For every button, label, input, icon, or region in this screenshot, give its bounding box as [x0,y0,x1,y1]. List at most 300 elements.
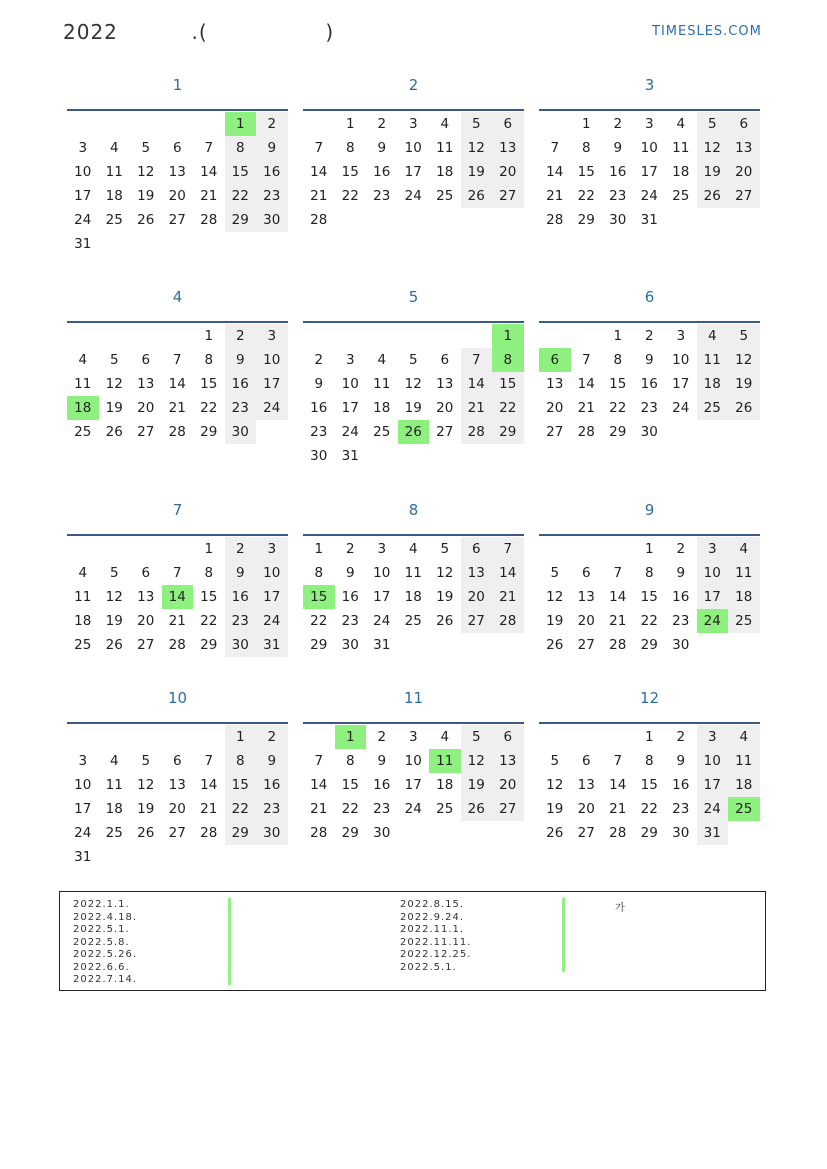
day-cell[interactable]: 1 [335,725,367,749]
day-cell[interactable]: 23 [609,188,627,204]
day-cell[interactable]: 4 [440,729,450,745]
day-cell[interactable]: 3 [345,352,355,368]
day-cell[interactable]: 18 [67,396,99,420]
day-cell[interactable]: 15 [341,164,359,180]
day-cell[interactable]: 7 [613,565,623,581]
day-cell[interactable]: 26 [436,613,454,629]
day-cell[interactable]: 19 [404,400,422,416]
day-cell[interactable]: 11 [74,589,92,605]
day-cell[interactable]: 28 [609,825,627,841]
day-cell[interactable]: 12 [697,136,729,160]
day-cell[interactable]: 8 [225,136,257,160]
day-cell[interactable]: 1 [581,116,591,132]
day-cell[interactable]: 23 [256,184,288,208]
day-cell[interactable]: 7 [172,352,182,368]
day-cell[interactable]: 17 [640,164,658,180]
day-cell[interactable]: 11 [105,777,123,793]
day-cell[interactable]: 15 [609,376,627,392]
day-cell[interactable]: 16 [672,589,690,605]
day-cell[interactable]: 14 [609,589,627,605]
day-cell[interactable]: 26 [546,825,564,841]
day-cell[interactable]: 18 [728,773,760,797]
day-cell[interactable]: 12 [404,376,422,392]
day-cell[interactable]: 18 [436,164,454,180]
day-cell[interactable]: 31 [74,236,92,252]
day-cell[interactable]: 1 [225,725,257,749]
day-cell[interactable]: 23 [373,801,391,817]
day-cell[interactable]: 10 [697,749,729,773]
day-cell[interactable]: 26 [461,797,493,821]
day-cell[interactable]: 2 [377,116,387,132]
day-cell[interactable]: 12 [461,136,493,160]
day-cell[interactable]: 17 [404,164,422,180]
day-cell[interactable]: 28 [200,212,218,228]
day-cell[interactable]: 31 [256,633,288,657]
day-cell[interactable]: 24 [74,212,92,228]
day-cell[interactable]: 20 [168,801,186,817]
day-cell[interactable]: 17 [74,801,92,817]
day-cell[interactable]: 5 [728,324,760,348]
day-cell[interactable]: 28 [310,212,328,228]
day-cell[interactable]: 6 [141,352,151,368]
day-cell[interactable]: 4 [377,352,387,368]
day-cell[interactable]: 27 [461,609,493,633]
day-cell[interactable]: 18 [105,801,123,817]
day-cell[interactable]: 16 [256,160,288,184]
day-cell[interactable]: 24 [341,424,359,440]
day-cell[interactable]: 31 [697,821,729,845]
day-cell[interactable]: 13 [577,589,595,605]
day-cell[interactable]: 15 [341,777,359,793]
day-cell[interactable]: 20 [577,613,595,629]
day-cell[interactable]: 16 [225,585,257,609]
day-cell[interactable]: 6 [461,537,493,561]
day-cell[interactable]: 21 [310,801,328,817]
day-cell[interactable]: 15 [577,164,595,180]
day-cell[interactable]: 23 [225,609,257,633]
day-cell[interactable]: 25 [74,424,92,440]
day-cell[interactable]: 10 [256,348,288,372]
day-cell[interactable]: 1 [492,324,524,348]
day-cell[interactable]: 9 [256,136,288,160]
day-cell[interactable]: 21 [310,188,328,204]
day-cell[interactable]: 15 [200,376,218,392]
day-cell[interactable]: 2 [256,112,288,136]
day-cell[interactable]: 11 [105,164,123,180]
day-cell[interactable]: 11 [672,140,690,156]
day-cell[interactable]: 7 [204,753,214,769]
day-cell[interactable]: 25 [697,396,729,420]
day-cell[interactable]: 23 [672,613,690,629]
day-cell[interactable]: 23 [310,424,328,440]
day-cell[interactable]: 13 [546,376,564,392]
day-cell[interactable]: 8 [644,565,654,581]
day-cell[interactable]: 12 [137,164,155,180]
day-cell[interactable]: 18 [74,613,92,629]
day-cell[interactable]: 3 [408,116,418,132]
day-cell[interactable]: 18 [373,400,391,416]
day-cell[interactable]: 18 [404,589,422,605]
day-cell[interactable]: 5 [440,541,450,557]
day-cell[interactable]: 1 [314,541,324,557]
day-cell[interactable]: 14 [461,372,493,396]
day-cell[interactable]: 22 [341,188,359,204]
day-cell[interactable]: 15 [303,585,335,609]
day-cell[interactable]: 27 [137,637,155,653]
day-cell[interactable]: 31 [74,849,92,865]
day-cell[interactable]: 30 [609,212,627,228]
day-cell[interactable]: 18 [105,188,123,204]
day-cell[interactable]: 9 [613,140,623,156]
day-cell[interactable]: 18 [672,164,690,180]
day-cell[interactable]: 20 [168,188,186,204]
day-cell[interactable]: 4 [109,753,119,769]
day-cell[interactable]: 16 [373,164,391,180]
day-cell[interactable]: 28 [168,637,186,653]
day-cell[interactable]: 14 [162,585,194,609]
day-cell[interactable]: 25 [404,613,422,629]
day-cell[interactable]: 28 [168,424,186,440]
day-cell[interactable]: 3 [377,541,387,557]
day-cell[interactable]: 5 [461,725,493,749]
day-cell[interactable]: 15 [640,777,658,793]
day-cell[interactable]: 4 [697,324,729,348]
day-cell[interactable]: 25 [728,797,760,821]
day-cell[interactable]: 21 [461,396,493,420]
day-cell[interactable]: 7 [461,348,493,372]
day-cell[interactable]: 21 [577,400,595,416]
day-cell[interactable]: 22 [492,396,524,420]
day-cell[interactable]: 28 [546,212,564,228]
day-cell[interactable]: 6 [492,112,524,136]
day-cell[interactable]: 11 [436,140,454,156]
day-cell[interactable]: 25 [436,801,454,817]
day-cell[interactable]: 12 [137,777,155,793]
day-cell[interactable]: 21 [609,613,627,629]
day-cell[interactable]: 27 [168,212,186,228]
day-cell[interactable]: 28 [461,420,493,444]
day-cell[interactable]: 12 [546,777,564,793]
day-cell[interactable]: 6 [728,112,760,136]
day-cell[interactable]: 9 [377,753,387,769]
day-cell[interactable]: 20 [546,400,564,416]
day-cell[interactable]: 30 [672,825,690,841]
day-cell[interactable]: 13 [577,777,595,793]
day-cell[interactable]: 23 [341,613,359,629]
day-cell[interactable]: 7 [492,537,524,561]
day-cell[interactable]: 24 [697,609,729,633]
day-cell[interactable]: 17 [404,777,422,793]
day-cell[interactable]: 26 [728,396,760,420]
day-cell[interactable]: 29 [200,637,218,653]
day-cell[interactable]: 29 [200,424,218,440]
day-cell[interactable]: 18 [436,777,454,793]
day-cell[interactable]: 22 [200,400,218,416]
day-cell[interactable]: 19 [728,372,760,396]
day-cell[interactable]: 9 [676,753,686,769]
day-cell[interactable]: 29 [225,821,257,845]
day-cell[interactable]: 8 [613,352,623,368]
day-cell[interactable]: 19 [105,400,123,416]
day-cell[interactable]: 22 [609,400,627,416]
day-cell[interactable]: 27 [728,184,760,208]
day-cell[interactable]: 14 [609,777,627,793]
day-cell[interactable]: 30 [341,637,359,653]
day-cell[interactable]: 19 [105,613,123,629]
day-cell[interactable]: 1 [613,328,623,344]
day-cell[interactable]: 5 [109,565,119,581]
day-cell[interactable]: 24 [256,396,288,420]
day-cell[interactable]: 29 [341,825,359,841]
day-cell[interactable]: 25 [105,212,123,228]
day-cell[interactable]: 13 [436,376,454,392]
day-cell[interactable]: 11 [404,565,422,581]
day-cell[interactable]: 15 [640,589,658,605]
day-cell[interactable]: 30 [256,208,288,232]
day-cell[interactable]: 26 [105,637,123,653]
day-cell[interactable]: 13 [137,376,155,392]
day-cell[interactable]: 6 [581,565,591,581]
day-cell[interactable]: 4 [728,537,760,561]
day-cell[interactable]: 10 [672,352,690,368]
day-cell[interactable]: 24 [74,825,92,841]
day-cell[interactable]: 28 [577,424,595,440]
day-cell[interactable]: 20 [137,400,155,416]
day-cell[interactable]: 24 [672,400,690,416]
day-cell[interactable]: 30 [373,825,391,841]
day-cell[interactable]: 30 [225,633,257,657]
day-cell[interactable]: 4 [728,725,760,749]
day-cell[interactable]: 2 [225,324,257,348]
day-cell[interactable]: 26 [137,212,155,228]
day-cell[interactable]: 2 [676,729,686,745]
day-cell[interactable]: 1 [345,116,355,132]
day-cell[interactable]: 19 [137,188,155,204]
day-cell[interactable]: 10 [404,753,422,769]
day-cell[interactable]: 24 [373,613,391,629]
day-cell[interactable]: 9 [256,749,288,773]
day-cell[interactable]: 15 [200,589,218,605]
day-cell[interactable]: 25 [436,188,454,204]
day-cell[interactable]: 23 [225,396,257,420]
day-cell[interactable]: 21 [546,188,564,204]
day-cell[interactable]: 12 [436,565,454,581]
day-cell[interactable]: 28 [310,825,328,841]
day-cell[interactable]: 5 [550,753,560,769]
day-cell[interactable]: 19 [436,589,454,605]
day-cell[interactable]: 10 [341,376,359,392]
day-cell[interactable]: 19 [461,773,493,797]
day-cell[interactable]: 7 [204,140,214,156]
day-cell[interactable]: 8 [492,348,524,372]
day-cell[interactable]: 18 [697,372,729,396]
day-cell[interactable]: 8 [204,565,214,581]
day-cell[interactable]: 24 [256,609,288,633]
day-cell[interactable]: 18 [728,585,760,609]
day-cell[interactable]: 17 [697,585,729,609]
day-cell[interactable]: 4 [78,565,88,581]
day-cell[interactable]: 9 [225,348,257,372]
day-cell[interactable]: 7 [581,352,591,368]
day-cell[interactable]: 23 [256,797,288,821]
day-cell[interactable]: 8 [204,352,214,368]
day-cell[interactable]: 13 [728,136,760,160]
day-cell[interactable]: 26 [697,184,729,208]
day-cell[interactable]: 2 [377,729,387,745]
day-cell[interactable]: 13 [492,749,524,773]
day-cell[interactable]: 3 [676,328,686,344]
day-cell[interactable]: 11 [728,561,760,585]
day-cell[interactable]: 20 [492,773,524,797]
day-cell[interactable]: 10 [697,561,729,585]
day-cell[interactable]: 10 [256,561,288,585]
day-cell[interactable]: 1 [644,729,654,745]
day-cell[interactable]: 7 [314,753,324,769]
day-cell[interactable]: 7 [550,140,560,156]
day-cell[interactable]: 16 [672,777,690,793]
day-cell[interactable]: 9 [345,565,355,581]
day-cell[interactable]: 26 [398,420,430,444]
day-cell[interactable]: 25 [672,188,690,204]
day-cell[interactable]: 9 [314,376,324,392]
day-cell[interactable]: 29 [640,637,658,653]
day-cell[interactable]: 26 [461,184,493,208]
day-cell[interactable]: 10 [373,565,391,581]
day-cell[interactable]: 21 [200,188,218,204]
day-cell[interactable]: 5 [550,565,560,581]
day-cell[interactable]: 2 [644,328,654,344]
day-cell[interactable]: 10 [404,140,422,156]
day-cell[interactable]: 22 [577,188,595,204]
day-cell[interactable]: 2 [256,725,288,749]
day-cell[interactable]: 28 [492,609,524,633]
day-cell[interactable]: 20 [492,160,524,184]
day-cell[interactable]: 12 [105,376,123,392]
day-cell[interactable]: 7 [172,565,182,581]
day-cell[interactable]: 14 [546,164,564,180]
day-cell[interactable]: 14 [200,777,218,793]
day-cell[interactable]: 24 [697,797,729,821]
day-cell[interactable]: 19 [546,801,564,817]
day-cell[interactable]: 19 [546,613,564,629]
day-cell[interactable]: 1 [204,541,214,557]
day-cell[interactable]: 17 [256,372,288,396]
day-cell[interactable]: 7 [314,140,324,156]
day-cell[interactable]: 17 [256,585,288,609]
day-cell[interactable]: 3 [78,140,88,156]
day-cell[interactable]: 26 [546,637,564,653]
day-cell[interactable]: 30 [310,448,328,464]
day-cell[interactable]: 30 [225,420,257,444]
day-cell[interactable]: 11 [697,348,729,372]
day-cell[interactable]: 5 [141,753,151,769]
day-cell[interactable]: 14 [492,561,524,585]
day-cell[interactable]: 27 [492,797,524,821]
day-cell[interactable]: 27 [546,424,564,440]
day-cell[interactable]: 5 [141,140,151,156]
day-cell[interactable]: 22 [225,184,257,208]
day-cell[interactable]: 26 [137,825,155,841]
day-cell[interactable]: 29 [577,212,595,228]
day-cell[interactable]: 22 [310,613,328,629]
day-cell[interactable]: 1 [225,112,257,136]
day-cell[interactable]: 21 [200,801,218,817]
day-cell[interactable]: 3 [256,537,288,561]
day-cell[interactable]: 5 [461,112,493,136]
day-cell[interactable]: 31 [373,637,391,653]
day-cell[interactable]: 28 [609,637,627,653]
day-cell[interactable]: 20 [577,801,595,817]
day-cell[interactable]: 21 [492,585,524,609]
day-cell[interactable]: 13 [461,561,493,585]
day-cell[interactable]: 23 [672,801,690,817]
day-cell[interactable]: 29 [492,420,524,444]
day-cell[interactable]: 17 [672,376,690,392]
day-cell[interactable]: 8 [225,749,257,773]
day-cell[interactable]: 27 [168,825,186,841]
day-cell[interactable]: 8 [581,140,591,156]
day-cell[interactable]: 2 [225,537,257,561]
day-cell[interactable]: 11 [74,376,92,392]
day-cell[interactable]: 25 [105,825,123,841]
day-cell[interactable]: 11 [429,749,461,773]
day-cell[interactable]: 12 [546,589,564,605]
day-cell[interactable]: 13 [492,136,524,160]
day-cell[interactable]: 16 [256,773,288,797]
day-cell[interactable]: 21 [168,613,186,629]
day-cell[interactable]: 19 [137,801,155,817]
day-cell[interactable]: 31 [341,448,359,464]
day-cell[interactable]: 4 [109,140,119,156]
day-cell[interactable]: 4 [78,352,88,368]
day-cell[interactable]: 22 [200,613,218,629]
day-cell[interactable]: 27 [137,424,155,440]
day-cell[interactable]: 9 [225,561,257,585]
day-cell[interactable]: 24 [404,801,422,817]
day-cell[interactable]: 14 [310,164,328,180]
day-cell[interactable]: 9 [377,140,387,156]
day-cell[interactable]: 5 [109,352,119,368]
day-cell[interactable]: 29 [609,424,627,440]
day-cell[interactable]: 21 [609,801,627,817]
day-cell[interactable]: 12 [728,348,760,372]
day-cell[interactable]: 2 [613,116,623,132]
day-cell[interactable]: 16 [640,376,658,392]
day-cell[interactable]: 16 [341,589,359,605]
day-cell[interactable]: 14 [310,777,328,793]
day-cell[interactable]: 29 [225,208,257,232]
day-cell[interactable]: 22 [640,613,658,629]
day-cell[interactable]: 5 [697,112,729,136]
day-cell[interactable]: 11 [728,749,760,773]
day-cell[interactable]: 17 [373,589,391,605]
day-cell[interactable]: 13 [168,777,186,793]
day-cell[interactable]: 10 [74,777,92,793]
day-cell[interactable]: 22 [640,801,658,817]
day-cell[interactable]: 1 [644,541,654,557]
day-cell[interactable]: 6 [440,352,450,368]
day-cell[interactable]: 29 [640,825,658,841]
day-cell[interactable]: 16 [609,164,627,180]
day-cell[interactable]: 3 [408,729,418,745]
day-cell[interactable]: 6 [492,725,524,749]
day-cell[interactable]: 22 [341,801,359,817]
day-cell[interactable]: 15 [225,160,257,184]
day-cell[interactable]: 27 [577,825,595,841]
day-cell[interactable]: 14 [200,164,218,180]
day-cell[interactable]: 15 [225,773,257,797]
day-cell[interactable]: 4 [676,116,686,132]
